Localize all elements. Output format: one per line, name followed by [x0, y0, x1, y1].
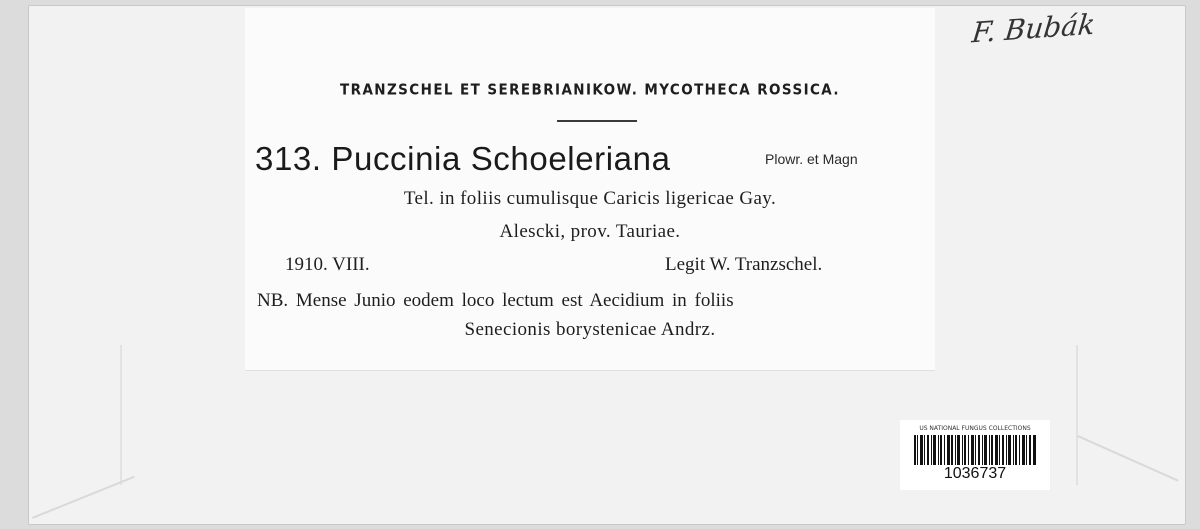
envelope-flap-left	[32, 476, 135, 519]
collection-date: 1910. VIII.	[285, 254, 370, 275]
envelope-fold-left	[120, 345, 122, 485]
collector: Legit W. Tranzschel.	[665, 254, 823, 275]
species-author: Plowr. et Magn	[765, 151, 858, 167]
title-divider	[557, 120, 637, 122]
barcode-caption: US NATIONAL FUNGUS COLLECTIONS	[919, 425, 1031, 432]
species-name: 313. Puccinia Schoeleriana	[255, 140, 671, 177]
barcode-icon	[914, 435, 1036, 465]
note-line-1: NB. Mense Junio eodem loco lectum est Aecidium in foliis	[257, 290, 734, 311]
barcode-number: 1036737	[943, 465, 1007, 482]
species-title-row	[245, 140, 935, 180]
envelope-flap-right	[1077, 435, 1178, 482]
envelope-fold-right	[1076, 345, 1078, 485]
note-line-2: Senecionis borystenicae Andrz.	[464, 319, 716, 340]
locality: Alescki, prov. Tauriae.	[499, 221, 681, 242]
handwritten-annotation: F. Bubák	[970, 7, 1097, 50]
barcode-label	[900, 420, 1050, 490]
specimen-label	[245, 8, 935, 370]
series-title: TRANZSCHEL ET SEREBRIANIKOW. MYCOTHECA ROSSICA.	[340, 81, 840, 99]
host-description: Tel. in foliis cumulisque Caricis ligericae Gay.	[403, 188, 777, 209]
